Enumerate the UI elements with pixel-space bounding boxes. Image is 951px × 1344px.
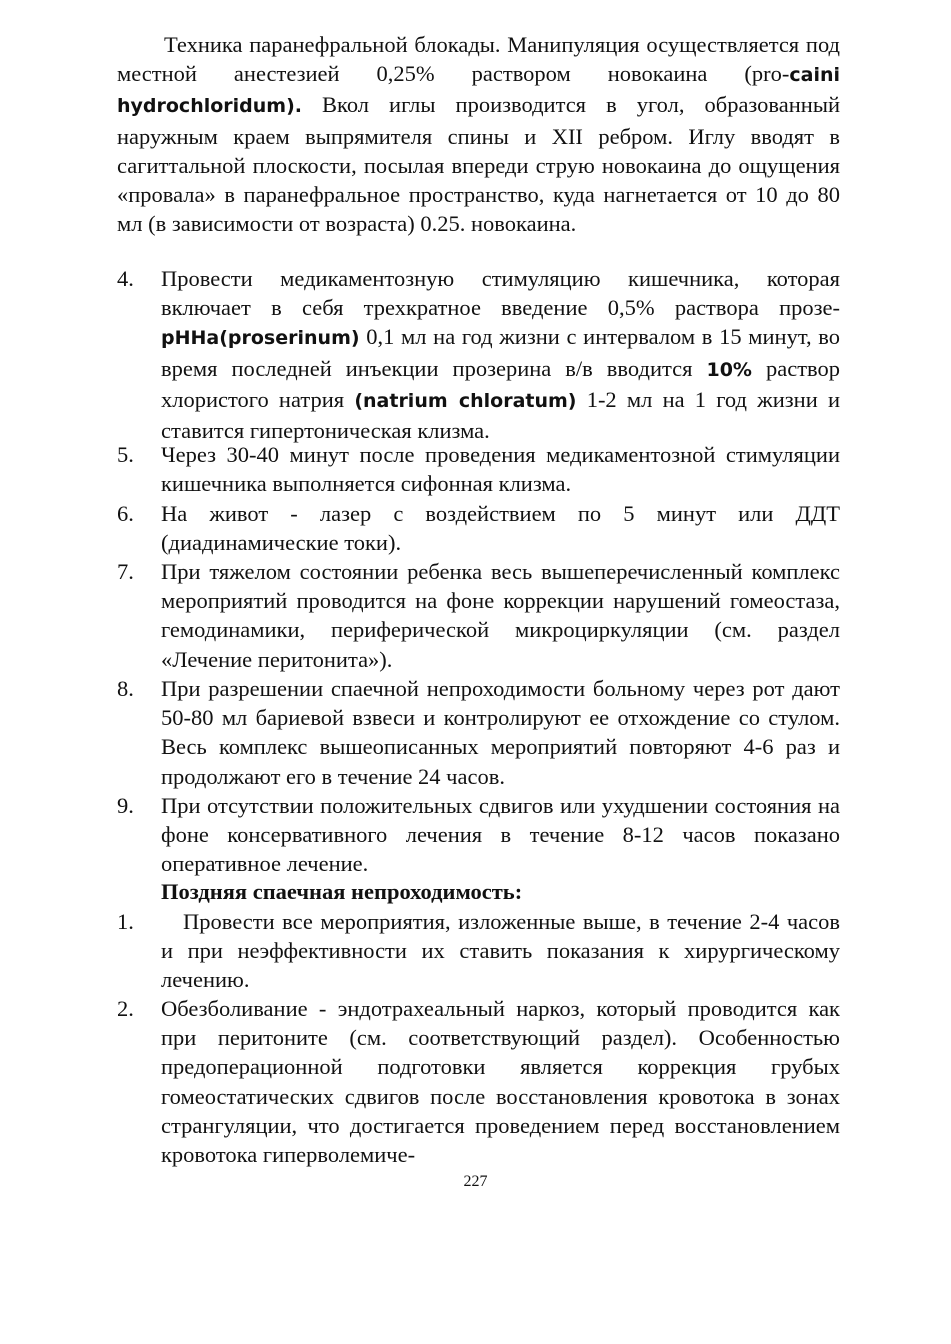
list-item-text: При разрешении спаечной непроходимости больному через рот дают 50-80 мл бариевой взвеси и контролируют ее отхождение со стулом. Весь комплекс вышеописанных мероприятий повторяют 4-6 раз и продолжают его в течение 24 часов.: [161, 676, 840, 789]
intro-latin-term: caini hydrochloridum).: [117, 64, 840, 118]
list-item-8: [117, 674, 840, 791]
list-item-text: На живот - лазер с воздействием по 5 минут или ДДТ (диадинамические токи).: [161, 501, 840, 556]
latin-term: (natrium chloratum): [354, 389, 577, 412]
intro-text-2: Вкол иглы производится в угол, образованный наружным краем выпрямителя спины и XII ребром. Иглу вводят в сагиттальной плоскости, посылая впереди струю новокаина до ощущения «провала» в паранефральное пространство, куда нагнетается от 10 до 80 мл (в зависимости от возраста) 0.25. новокаина.: [117, 92, 840, 237]
list-number: 5.: [117, 442, 134, 467]
list-item-text: При тяжелом состоянии ребенка весь вышеперечисленный комплекс мероприятий проводится на фоне коррекции нарушений гомеостаза, гемодинамики, периферической микроциркуляции (см. раздел «Лечение перитонита»).: [161, 559, 840, 672]
list-number: 6.: [117, 501, 134, 526]
list-number: 2.: [117, 996, 134, 1021]
text-run: 0,1 мл на год жизни с интервалом в 15 минут, во время последней инъекции прозерина в/в вводится: [161, 324, 840, 381]
latin-term: pHHa(proserinum): [161, 327, 360, 350]
list-item-text: Обезболивание - эндотрахеальный наркоз, который проводится как при перитоните (см. соответствующий раздел). Особенностью предоперационной подготовки является коррекция грубых гомеостатических сдвигов после восстановления кровотока в зонах странгуляции, что достигается проведением перед восстановлением кровотока гиперволемиче-: [161, 996, 840, 1168]
list-item-text: При отсутствии положительных сдвигов или ухудшении состояния на фоне консервативного лечения в течение 8-12 часов показано оперативное лечение.: [161, 793, 840, 877]
list2-item-2: [117, 994, 840, 1169]
list-number: 1.: [117, 909, 134, 934]
list-item-6: [117, 499, 840, 557]
list-item-text: Через 30-40 минут после проведения медикаментозной стимуляции кишечника выполняется сифонная клизма.: [161, 442, 840, 497]
intro-text-1: Техника паранефральной блокады. Манипуляция осуществляется под местной анестезией 0,25% раствором новокаина (pro-: [117, 32, 840, 87]
list-item-text: Провести все мероприятия, изложенные выше, в течение 2-4 часов и при неэффективности их ставить показания к хирургическому лечению.: [161, 909, 840, 993]
list2-item-1: [117, 907, 840, 995]
section-subheading: Поздняя спаечная непроходимость:: [161, 879, 523, 904]
text-run: раствор хлористого натрия: [161, 355, 840, 412]
list-item-9: [117, 791, 840, 879]
list-number: 4.: [117, 266, 134, 291]
list-number: 9.: [117, 793, 134, 818]
intro-paragraph: [117, 30, 840, 238]
list-item-text: [161, 264, 840, 445]
list-item-4: [117, 264, 840, 445]
text-run: 1-2 мл на 1 год жизни и ставится гипертоническая клизма.: [161, 386, 840, 444]
bold-percent: 10%: [706, 358, 752, 381]
list-number: 8.: [117, 676, 134, 701]
list-number: 7.: [117, 559, 134, 584]
list-item-5: [117, 440, 840, 498]
list-item-7: [117, 557, 840, 674]
page-number: 227: [463, 1173, 488, 1190]
text-run: Провести медикаментозную стимуляцию кишечника, которая включает в себя трехкратное введение 0,5% раствора прозе-: [161, 266, 840, 321]
